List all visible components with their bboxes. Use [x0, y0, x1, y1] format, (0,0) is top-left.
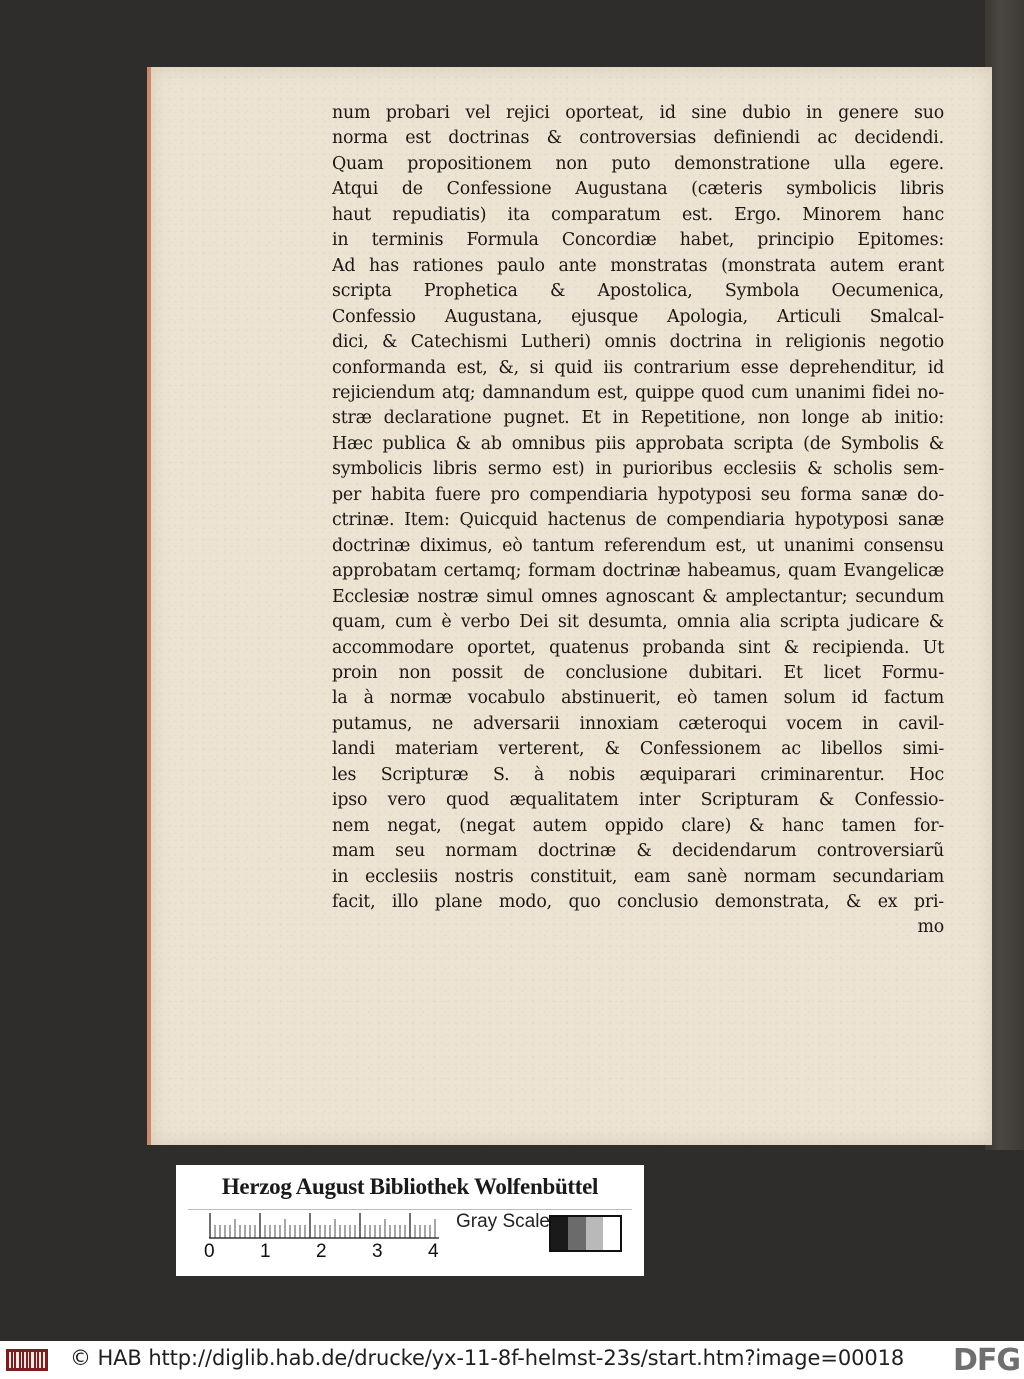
color-target-card	[176, 1165, 644, 1276]
gray-scale-label: Gray Scale	[456, 1211, 550, 1232]
text-line: in terminis Formula Concordiæ habet, principio Epitomes:	[332, 230, 944, 251]
text-line: num probari vel rejici oporteat, id sine dubio in genere suo	[332, 103, 944, 123]
text-line: les Scripturæ S. à nobis æquiparari criminarentur. Hoc	[332, 764, 944, 785]
page-text	[332, 101, 944, 940]
barcode-icon	[6, 1345, 48, 1375]
text-line: rejiciendum atq; damnandum est, quippe quod cum unanimi fidei no-	[332, 382, 944, 403]
text-line: dici, & Catechismi Lutheri) omnis doctrina in religionis negotio	[332, 332, 944, 353]
text-line: symbolicis libris sermo est) in purioribus ecclesiis & scholis sem-	[332, 459, 944, 480]
text-line: mam seu normam doctrinæ & decidendarum controversiarũ	[332, 841, 944, 862]
text-line: nem negat, (negat autem oppido clare) & hanc tamen for-	[332, 815, 944, 836]
text-line: proin non possit de conclusione dubitari. Et licet Formu-	[332, 662, 944, 683]
source-url[interactable]: © HAB http://diglib.hab.de/drucke/yx-11-8f-helmst-23s/start.htm?image=00018	[70, 1346, 905, 1370]
url-bar	[0, 1341, 1024, 1379]
text-line: ctrinæ. Item: Quicquid hactenus de compendiaria hypotyposi sanæ	[332, 510, 944, 531]
text-line: norma est doctrinas & controversias definiendi ac decidendi.	[332, 128, 944, 149]
text-line: haut repudiatis) ita comparatum est. Ergo. Minorem hanc	[332, 204, 944, 225]
library-title: Herzog August Bibliothek Wolfenbüttel	[221, 1174, 599, 1199]
dfg-logo: DFG	[952, 1343, 1020, 1378]
gray-swatch	[586, 1217, 603, 1250]
ruler-label: 1	[260, 1241, 271, 1262]
text-line: Ecclesiæ nostræ simul omnes agnoscant & amplectantur; secundum	[332, 586, 944, 607]
ruler-label: 0	[204, 1241, 215, 1262]
text-line: stræ declaratione pugnet. Et in Repetitione, non longe ab initio:	[332, 408, 944, 429]
text-line: approbatam certamq; formam doctrinæ habeamus, quam Evangelicæ	[332, 561, 944, 582]
text-line: doctrinæ diximus, eò tantum referendum est, ut unanimi consensu	[332, 535, 944, 556]
text-line: per habita fuere pro compendiaria hypotyposi seu forma sanæ do-	[332, 484, 944, 505]
text-line: Quam propositionem non puto demonstratione ulla egere.	[332, 153, 944, 174]
text-line: in ecclesiis nostris constituit, eam sanè normam secundariam	[332, 866, 944, 887]
text-line: accommodare oportet, quatenus probanda sint & recipienda. Ut	[332, 637, 944, 658]
ruler-label: 3	[372, 1241, 383, 1262]
text-line: landi materiam verterent, & Confessionem ac libellos simi-	[332, 739, 944, 760]
document-page	[147, 67, 992, 1145]
ruler-label: 2	[316, 1241, 327, 1262]
text-line: ipso vero quod æqualitatem inter Scripturam & Confessio-	[332, 790, 944, 811]
card-divider	[188, 1209, 632, 1210]
text-line: Ad has rationes paulo ante monstratas (monstrata autem erant	[332, 255, 944, 276]
catchword: mo	[917, 916, 944, 937]
text-line: Atqui de Confessione Augustana (cæteris symbolicis libris	[332, 179, 944, 200]
text-line: Hæc publica & ab omnibus piis approbata scripta (de Symbolis &	[332, 433, 944, 454]
text-line: putamus, ne adversarii innoxiam cæteroqui vocem in cavil-	[332, 713, 944, 734]
text-line: la à normæ vocabulo abstinuerit, eò tamen solum id factum	[332, 688, 944, 709]
text-line: quam, cum è verbo Dei sit desumta, omnia alia scripta judicare &	[332, 612, 944, 633]
text-line: conformanda est, &, si quid iis contrarium esse deprehenditur, id	[332, 357, 944, 378]
text-line: scripta Prophetica & Apostolica, Symbola Oecumenica,	[332, 281, 944, 302]
gray-scale-swatches	[549, 1215, 622, 1252]
gray-swatch	[568, 1217, 585, 1250]
gray-swatch	[551, 1217, 568, 1250]
ruler-label: 4	[428, 1241, 439, 1262]
ruler-scale	[209, 1213, 439, 1239]
text-line: facit, illo plane modo, quo conclusio demonstrata, & ex pri-	[332, 892, 944, 913]
gray-swatch	[603, 1217, 620, 1250]
text-line: Confessio Augustana, ejusque Apologia, Articuli Smalcal-	[332, 306, 944, 327]
ruler-labels	[204, 1241, 464, 1265]
